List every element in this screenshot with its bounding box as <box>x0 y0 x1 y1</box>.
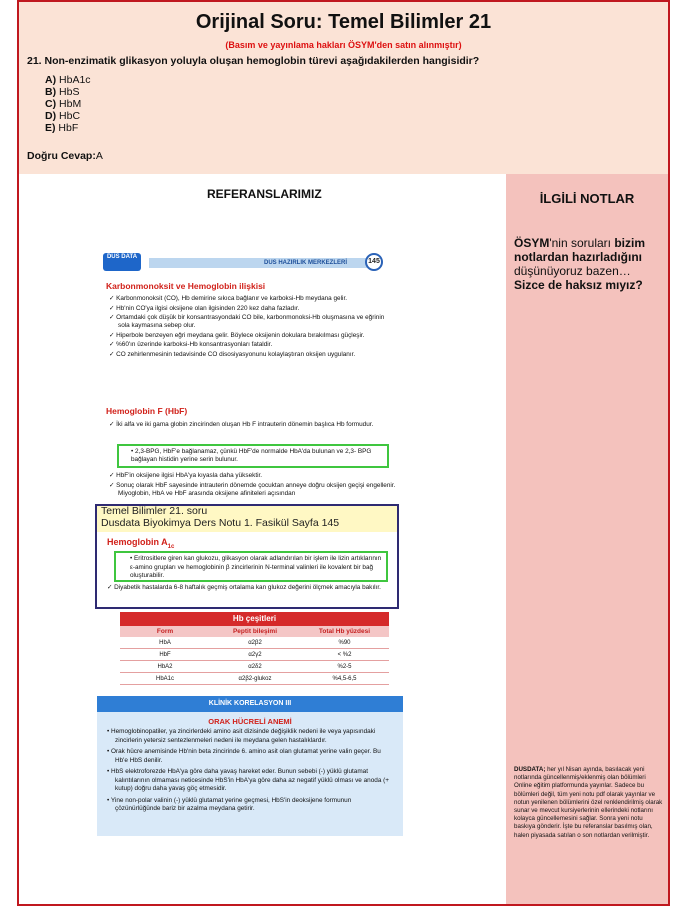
section-co-list <box>109 295 397 360</box>
hb-types-table <box>120 612 389 688</box>
notes-message: ÖSYM'nin soruları bizim notlardan hazırladığını düşünüyoruz bazen… Sizce de haksız mıyız? <box>514 236 646 292</box>
book-page-image <box>97 249 403 812</box>
table-row: HbF α2γ2 < %2 <box>120 649 389 661</box>
table-row: HbA2 α2δ2 %2-5 <box>120 661 389 673</box>
callout-item: ✓ Diyabetik hastalarda 6-8 haftalık geçmiş ortalama kan glukoz değerini ölçmek amacıyla bakılır. <box>107 584 381 591</box>
list-item: • HbS elektroforezde HbA'ya göre daha yavaş hareket eder. Bunun sebebi (-) yüklü glutamat kalıntılarının olmaması neticesinde HbS'in HbA'ya göre daha az negatif yüklü olması ve anoda (+ kutup) doğru daha yavaş göç etmesidir. <box>107 768 390 792</box>
notes-footer: DUSDATA; her yıl Nisan ayında, basılacak yeni notlarında güncellenmiş/eklenmiş olan bölümleri Online eğitim platformunda yayınlar. Sadece bu bölümleri değil, tüm yeni notu pdf olarak yayınlar ve notun yenilenen bölümlerini özel renklendirilmiş olarak sunar ve mevcut kursiyerlerinin ellerindeki notlarını kolayca güncellemesini sağlar. Sonra yeni notu baskıya gönderir. İşte bu referanslar basılmış olan, halen piyasada satılan o son notlardan verilmiştir. <box>514 766 663 839</box>
list-item: ✓ Ortamdaki çok düşük bir konsantrasyondaki CO bile, karbonmonoksi-Hb oluşmasına ve eğrinin sola kaymasına sebep olur. <box>109 314 385 329</box>
section-hbf-list <box>109 472 397 499</box>
list-item: • Orak hücre anemisinde Hb'nin beta zincirinde 6. amino asit olan glutamat yerine valin geçer. Bu Hb'e HbS denilir. <box>107 748 381 764</box>
clinical-subtitle: ORAK HÜCRELİ ANEMİ <box>208 717 292 726</box>
section-hbf-intro <box>109 421 397 431</box>
page-number: 145 <box>365 253 383 271</box>
copyright-note: (Basım ve yayınlama hakları ÖSYM'den satın alınmıştır) <box>225 40 462 50</box>
callout-heading: Hemoglobin $A_{1c}$ <box>107 537 175 550</box>
list-item: ✓ Hb'nin CO'ya ilgisi oksijene olan ilgisinden 220 kez daha fazladır. <box>109 304 300 312</box>
section-heading-hbf: Hemoglobin F (HbF) <box>106 406 188 416</box>
book-header <box>97 249 403 274</box>
highlight-box-glycation: • Eritrositlere giren kan glukozu, glikasyon olarak adlandırılan bir işlem ile lizin artıklarının ε-amino grupları ve hemoglobinin β zincirlerinin N-terminal valinleri ile kovalent bir bağ oluşturabilir. <box>114 551 388 582</box>
list-item: • Hemoglobinopatiler, ya zincirlerdeki amino asit dizisinde değişiklik nedeni ile veya yapısındaki zincirlerin yetersiz sentezlenmeleri nedeni ile meydana gelen hastalıklardır. <box>107 728 376 744</box>
question-text: 21. Non-enzimatik glikasyon yoluyla oluşan hemoglobin türevi aşağıdakilerden hangisidir? <box>27 55 480 67</box>
list-item: ✓ CO zehirlenmesinin tedavisinde CO disosiyasyonunu kolaylaştıran oksijen uygulanır. <box>109 350 356 358</box>
table-header: Form Peptit bileşimi Total Hb yüzdesi <box>120 626 389 637</box>
table-title: Hb çeşitleri <box>120 612 389 626</box>
reference-callout <box>95 504 399 609</box>
list-item: ✓ Karbonmonoksit (CO), Hb demirine sıkıca bağlanır ve karboksi-Hb meydana gelir. <box>109 295 348 302</box>
related-notes-panel <box>506 174 668 906</box>
highlight-box-bpg: • 2,3-BPG, HbF'e bağlanamaz, çünkü HbF'de normalde HbA'da bulunan ve 2,3- BPG bağlayan histidin yerine serin bulunur. <box>117 444 389 468</box>
list-item: ✓ Sonuç olarak HbF sayesinde intrauterin dönemde çocuktan anneye doğru oksijen geçişi engellenir. Miyoglobin, HbA ve HbF arasında oksijene afiniteleri açısından <box>109 481 396 497</box>
table-row: HbA α2β2 %90 <box>120 637 389 649</box>
option-b: B) HbS <box>45 86 80 98</box>
answer-options <box>45 74 91 134</box>
page-frame <box>17 0 670 906</box>
option-d: D) HbC <box>45 110 81 122</box>
list-item: ✓ %60'ın üzerinde karboksi-Hb konsantrasyonları fataldir. <box>109 341 273 348</box>
list-item: • Yine non-polar valinin (-) yüklü glutamat yerine geçmesi, HbS'in deoksijene formunun çözünürlüğünde bariz bir azalma meydana getirir. <box>107 796 352 812</box>
list-item: ✓ İki alfa ve iki gama globin zincirinden oluşan Hb F intrauterin dönemin başlıca Hb formudur. <box>109 421 374 428</box>
book-header-bar: DUS HAZIRLIK MERKEZLERİ <box>149 258 367 268</box>
clinical-list <box>107 728 395 817</box>
list-item: ✓ HbF'in oksijene ilgisi HbA'ya kıyasla daha yüksektir. <box>109 472 263 479</box>
correct-answer: Doğru Cevap:A <box>27 150 103 162</box>
references-title: REFERANSLARIMIZ <box>207 187 322 201</box>
section-heading-co: Karbonmonoksit ve Hemoglobin ilişkisi <box>106 281 266 291</box>
list-item: ✓ Hiperbole benzeyen eğri meydana gelir. Böylece oksijenin dokulara bırakılması güçleşir. <box>109 331 365 339</box>
option-a: A) HbA1c <box>45 74 91 86</box>
option-c: C) HbM <box>45 98 82 110</box>
option-e: E) HbF <box>45 122 79 134</box>
dusdata-logo: DUS DATA <box>103 253 141 271</box>
table-row: HbA1c α2β2-glukoz %4,5-6,5 <box>120 673 389 685</box>
page-title: Orijinal Soru: Temel Bilimler 21 <box>195 11 492 33</box>
clinical-title: KLİNİK KORELASYON III <box>97 696 403 712</box>
callout-label: Temel Bilimler 21. soru Dusdata Biyokimya Ders Notu 1. Fasikül Sayfa 145 <box>97 506 397 532</box>
question-panel <box>19 2 668 174</box>
clinical-correlation-box <box>97 696 403 836</box>
notes-title: İLGİLİ NOTLAR <box>539 191 635 206</box>
